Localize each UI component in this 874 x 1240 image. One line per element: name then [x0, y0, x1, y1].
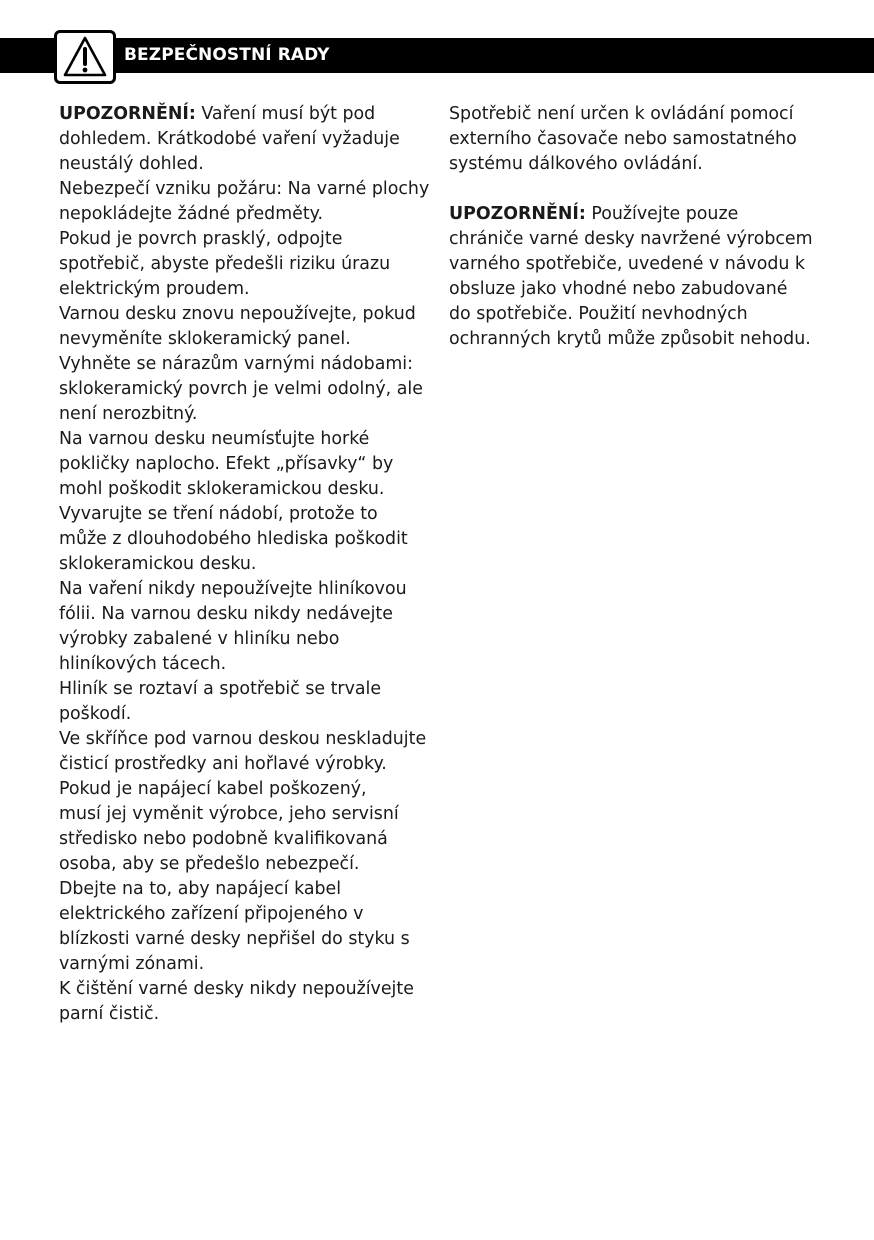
text-line: hliníkových tácech.: [59, 654, 227, 674]
text-line: parní čistič.: [59, 1004, 160, 1024]
text-line: fólii. Na varnou desku nikdy nedávejte: [59, 604, 393, 624]
text-line: do spotřebiče. Použití nevhodných: [449, 304, 748, 324]
text-line: poškodí.: [59, 704, 132, 724]
text-line: čisticí prostředky ani hořlavé výrobky.: [59, 754, 387, 774]
warning-box: [54, 30, 116, 84]
text-line: ochranných krytů může způsobit nehodu.: [449, 329, 811, 349]
text-line: varného spotřebiče, uvedené v návodu k: [449, 254, 806, 274]
text-line: středisko nebo podobně kvalifikovaná: [59, 829, 388, 849]
text-line: K čištění varné desky nikdy nepoužívejte: [59, 979, 414, 999]
text-line: Na vaření nikdy nepoužívejte hliníkovou: [59, 579, 407, 599]
text-line: Ve skříňce pod varnou deskou neskladujte: [59, 729, 427, 749]
page-title: BEZPEČNOSTNÍ RADY: [124, 45, 330, 65]
text-line: Hliník se roztaví a spotřebič se trvale: [59, 679, 382, 699]
text-line: UPOZORNĚNÍ: Používejte pouze: [449, 204, 739, 224]
text-line: Pokud je napájecí kabel poškozený,: [59, 779, 367, 799]
text-line: externího časovače nebo samostatného: [449, 129, 797, 149]
text-line: Vyvarujte se tření nádobí, protože to: [59, 504, 378, 524]
text-line: neustálý dohled.: [59, 154, 204, 174]
warning-triangle-icon: [62, 35, 108, 79]
text-line: systému dálkového ovládání.: [449, 154, 703, 174]
text-line: sklokeramický povrch je velmi odolný, ale: [59, 379, 423, 399]
warning-label: UPOZORNĚNÍ:: [449, 204, 586, 224]
text-line: mohl poškodit sklokeramickou desku.: [59, 479, 385, 499]
text-line: osoba, aby se předešlo nebezpečí.: [59, 854, 360, 874]
text-line: varnými zónami.: [59, 954, 205, 974]
text-line: elektrickým proudem.: [59, 279, 250, 299]
text-line: blízkosti varné desky nepřišel do styku s: [59, 929, 410, 949]
warning-label: UPOZORNĚNÍ:: [59, 104, 196, 124]
text-line: Dbejte na to, aby napájecí kabel: [59, 879, 342, 899]
text-line: UPOZORNĚNÍ: Vaření musí být pod: [59, 104, 376, 124]
text-line: nepokládejte žádné předměty.: [59, 204, 323, 224]
text-line: spotřebič, abyste předešli riziku úrazu: [59, 254, 391, 274]
text-line: Nebezpečí vzniku požáru: Na varné plochy: [59, 179, 430, 199]
text-line: sklokeramickou desku.: [59, 554, 257, 574]
text-line: pokličky naplocho. Efekt „přísavky“ by: [59, 454, 394, 474]
left-column: [59, 102, 433, 1027]
text-line: může z dlouhodobého hlediska poškodit: [59, 529, 408, 549]
paragraph-gap: [449, 177, 859, 202]
text-line: výrobky zabalené v hliníku nebo: [59, 629, 340, 649]
text-line: dohledem. Krátkodobé vaření vyžaduje: [59, 129, 400, 149]
text-line: elektrického zařízení připojeného v: [59, 904, 364, 924]
text-line: Pokud je povrch prasklý, odpojte: [59, 229, 343, 249]
text-line: Na varnou desku neumísťujte horké: [59, 429, 370, 449]
right-column: [449, 102, 859, 352]
text-line: musí jej vyměnit výrobce, jeho servisní: [59, 804, 399, 824]
text-line: Varnou desku znovu nepoužívejte, pokud: [59, 304, 416, 324]
text-line: nevyměníte sklokeramický panel.: [59, 329, 351, 349]
text-line: chrániče varné desky navržené výrobcem: [449, 229, 813, 249]
text-line: obsluze jako vhodné nebo zabudované: [449, 279, 788, 299]
text-line: Vyhněte se nárazům varnými nádobami:: [59, 354, 413, 374]
text-line: není nerozbitný.: [59, 404, 198, 424]
text-line: Spotřebič není určen k ovládání pomocí: [449, 104, 794, 124]
